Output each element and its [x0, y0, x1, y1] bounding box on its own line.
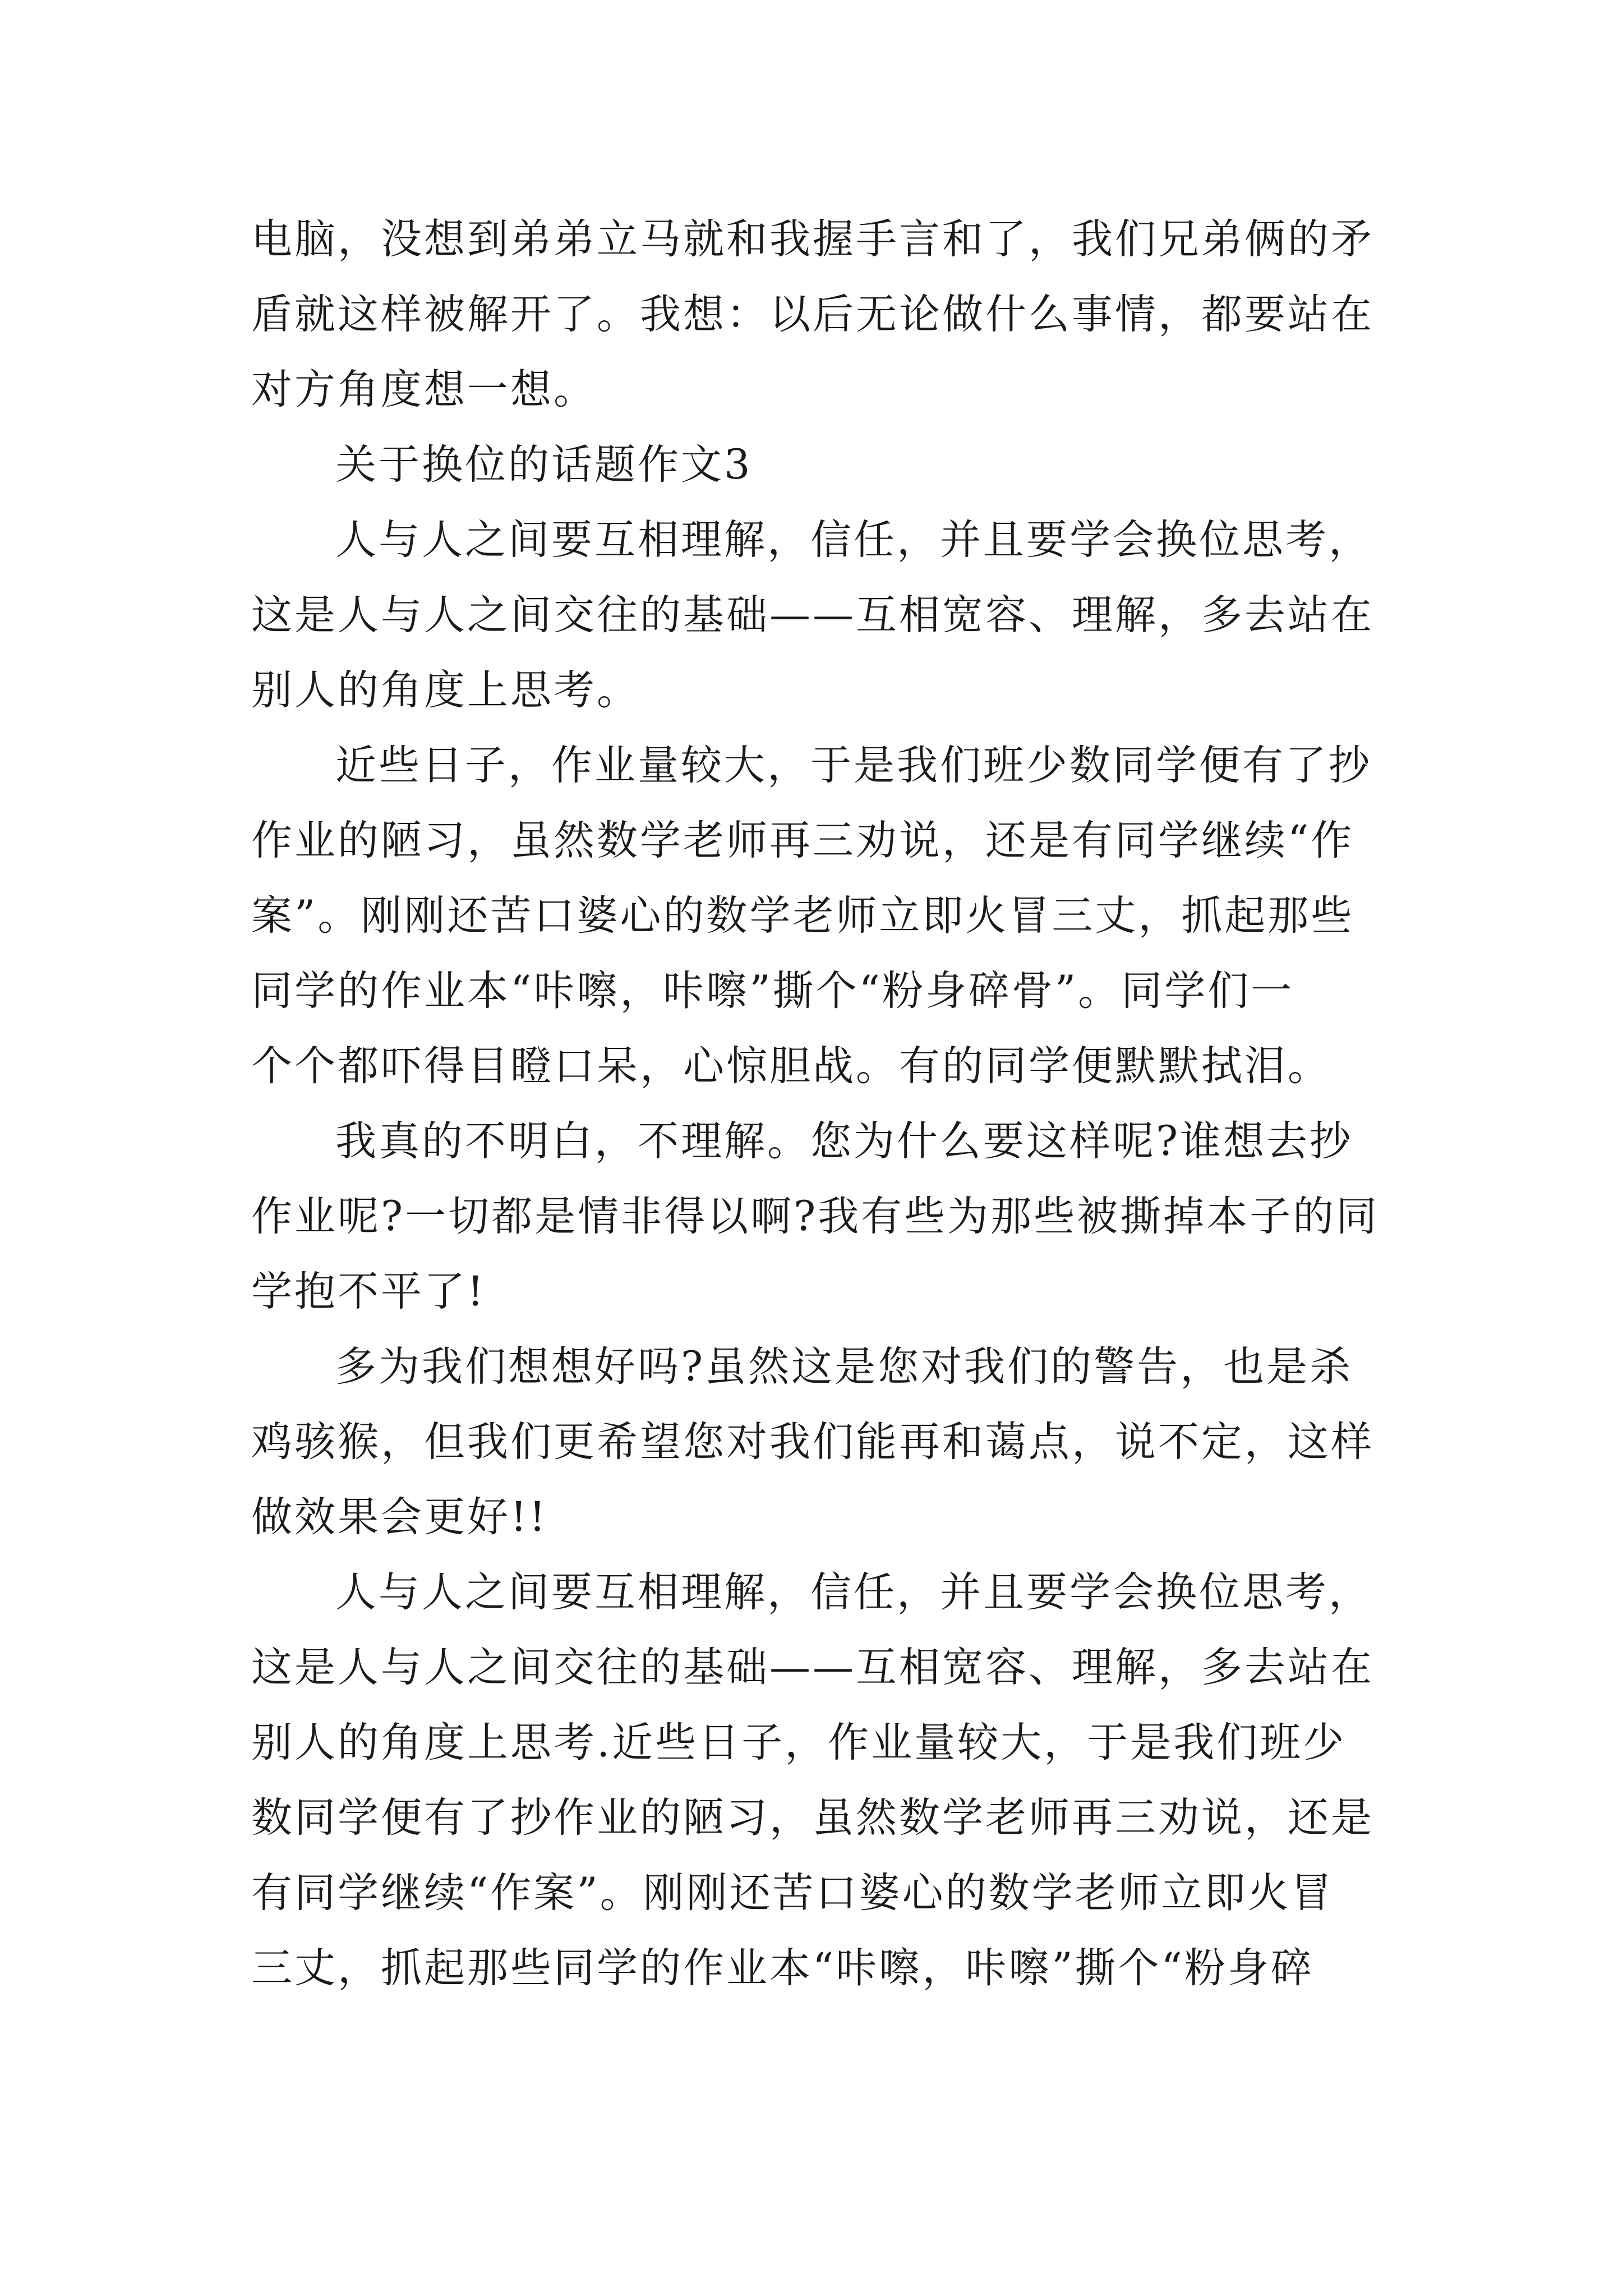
text-line: 这是人与人之间交往的基础——互相宽容、理解，多去站在: [251, 591, 1374, 639]
text-line: 对方角度想一想。: [251, 366, 597, 413]
text-line: 别人的角度上思考。: [251, 666, 640, 714]
text-line: 近些日子，作业量较大，于是我们班少数同学便有了抄: [335, 742, 1372, 789]
text-line: 鸡骇猴，但我们更希望您对我们能再和蔼点，说不定，这样: [251, 1418, 1374, 1466]
text-line: 同学的作业本“咔嚓，咔嚓”撕个“粉身碎骨”。同学们一: [251, 967, 1294, 1015]
section-heading: 关于换位的话题作文3: [335, 441, 753, 489]
text-line: 人与人之间要互相理解，信任，并且要学会换位思考，: [335, 1568, 1372, 1616]
document-body: [251, 202, 1395, 2006]
text-line: 学抱不平了!: [251, 1268, 486, 1315]
text-line: 电脑，没想到弟弟立马就和我握手言和了，我们兄弟俩的矛: [251, 215, 1374, 263]
text-line: 个个都吓得目瞪口呆，心惊胆战。有的同学便默默拭泪。: [251, 1042, 1331, 1090]
text-line: 我真的不明白，不理解。您为什么要这样呢?谁想去抄: [335, 1117, 1353, 1165]
text-line: 多为我们想想好吗?虽然这是您对我们的警告，也是杀: [335, 1343, 1353, 1391]
text-line: 案”。刚刚还苦口婆心的数学老师立即火冒三丈，抓起那些: [251, 892, 1354, 940]
text-line: 别人的角度上思考.近些日子，作业量较大，于是我们班少: [251, 1719, 1347, 1766]
text-line: 做效果会更好!!: [251, 1493, 548, 1541]
text-line: 人与人之间要互相理解，信任，并且要学会换位思考，: [335, 516, 1372, 564]
text-line: 数同学便有了抄作业的陋习，虽然数学老师再三劝说，还是: [251, 1794, 1374, 1842]
text-line: 作业呢?一切都是情非得以啊?我有些为那些被撕掉本子的同: [251, 1193, 1380, 1240]
text-line: 作业的陋习，虽然数学老师再三劝说，还是有同学继续“作: [251, 817, 1354, 864]
text-line: 这是人与人之间交往的基础——互相宽容、理解，多去站在: [251, 1644, 1374, 1691]
text-line: 盾就这样被解开了。我想：以后无论做什么事情，都要站在: [251, 291, 1374, 338]
text-line: 三丈，抓起那些同学的作业本“咔嚓，咔嚓”撕个“粉身碎: [251, 1944, 1314, 1992]
text-line: 有同学继续“作案”。刚刚还苦口婆心的数学老师立即火冒: [251, 1869, 1334, 1917]
